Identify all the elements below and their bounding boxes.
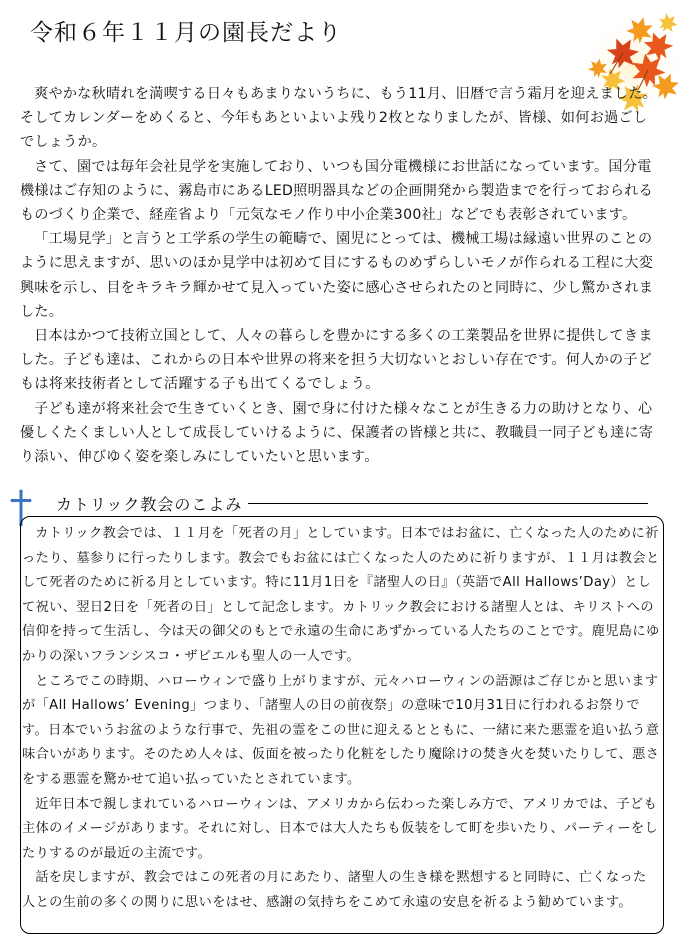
section-title: カトリック教会のこよみ <box>56 492 248 515</box>
section-paragraph: カトリック教会では、１１月を「死者の月」としています。日本ではお盆に、亡くなった人のために祈ったり、墓参りに行ったりします。教会でもお盆には亡くなった人のために祈りますが、１１月は教会として死者のために祈る月としています。特に11月1日を『諸聖人の日』（英語でAll Hallows’Day）として祝い、翌日2日を「死者の日」として記念します。カトリック教会における諸聖人とは、キリストへの信仰を持って生活し、今は天の御父のもとで永遠の生命にあずかっている人たちのことです。鹿児島にゆかりの深いフランシスコ・ザビエルも聖人の一人です。 <box>22 526 660 664</box>
intro-paragraph: さて、園では毎年会社見学を実施しており、いつも国分電機様にお世話になっています。国分電機様はご存知のように、霧島市にあるLED照明器具などの企画開発から製造までを行っておられるものづくり企業で、経産省より「元気なモノ作り中小企業300社」などでも表彰されています。 <box>20 158 654 224</box>
intro-paragraph: 子ども達が将来社会で生きていくとき、園で身に付けた様々なことが生きる力の助けとなり、心優しくたくましい人として成長していけるように、保護者の皆様と共に、教職員一同子ども達に寄り添い、伸びゆく姿を楽しみにしていたいと思います。 <box>20 400 654 466</box>
section-title-rule <box>240 503 648 504</box>
section-paragraph: 近年日本で親しまれているハローウィンは、アメリカから伝わった楽しみ方で、アメリカでは、子ども主体のイメージがあります。それに対し、日本では大人たちも仮装をして町を歩いたり、パーティーをしたりするのが最近の主流です。 <box>22 796 659 861</box>
calendar-section-body <box>22 522 660 916</box>
intro-paragraph: 日本はかつて技術立国として、人々の暮らしを豊かにする多くの工業製品を世界に提供してきました。子ども達は、これからの日本や世界の将来を担う大切ないとおしい存在です。何人かの子どもは将来技術者として活躍する子も出てくるでしょう。 <box>20 328 653 393</box>
page-title: 令和６年１１月の園長だより <box>30 20 342 46</box>
section-paragraph: 話を戻しますが、教会ではこの死者の月にあたり、諸聖人の生き様を黙想すると同時に、亡くなった人との生前の多くの関りに思いをはせ、感謝の気持ちをこめて永遠の安息を祈るよう勧めています。 <box>22 870 647 910</box>
intro-body <box>20 82 660 469</box>
intro-paragraph: 「工場見学」と言うと工学系の学生の範疇で、園児にとっては、機械工場は縁遠い世界のことのように思えますが、思いのほか見学中は初めて目にするものめずらしいモノが作られる工程に大変興味を示し、目をキラキラ輝かせて見入っていた姿に感心させられたのと同時に、少し驚かされました。 <box>20 231 654 320</box>
section-paragraph: ところでこの時期、ハローウィンで盛り上がりますが、元々ハローウィンの語源はご存じかと思いますが「All Hallows’ Evening」つまり、「諸聖人の日の前夜祭」の意味で10月31日に行われるお祭りです。日本でいうお盆のような行事で、先祖の霊をこの世に迎えるとともに、一緒に来た悪霊を追い払う意味合いがあります。そのため人々は、仮面を被ったり化粧をしたり魔除けの焚き火を焚いたりして、悪さをする悪霊を驚かせて追い払っていたとされています。 <box>22 673 660 787</box>
intro-paragraph: 爽やかな秋晴れを満喫する日々もあまりないうちに、もう11月、旧暦で言う霜月を迎えました。そしてカレンダーをめくると、今年もあといよいよ残り2枚となりましたが、皆様、如何お過ごしでしょうか。 <box>20 86 658 151</box>
